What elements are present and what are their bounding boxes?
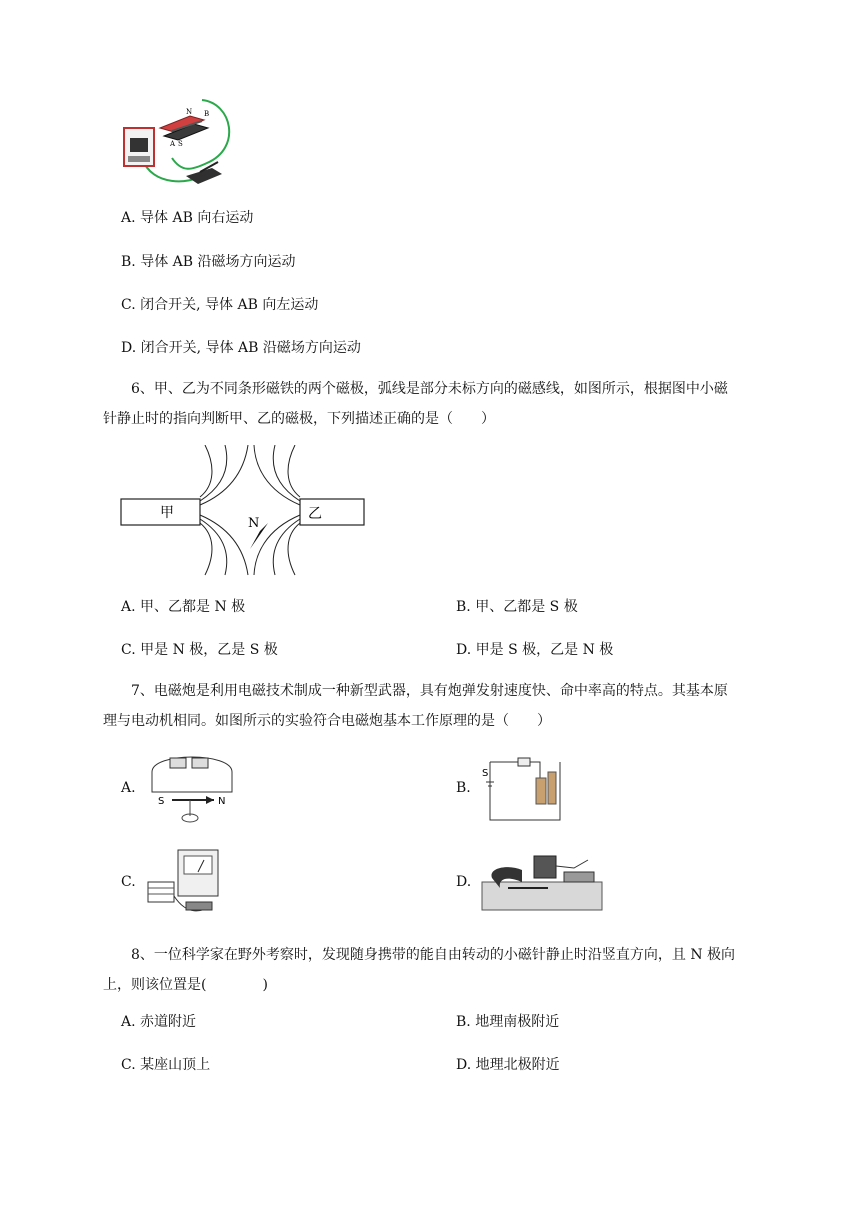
q6-figure-magnetic-field: [120, 445, 370, 577]
q6-stem: [103, 374, 763, 434]
option-label: C.: [121, 642, 136, 658]
q7-option-a-figure: [142, 752, 242, 826]
option-text: 导体 AB 向右运动: [140, 210, 254, 226]
q8-option-b: [456, 1012, 559, 1032]
option-text: 甲是 S 极，乙是 N 极: [475, 642, 614, 658]
option-label: A.: [121, 599, 136, 615]
q7-a-s-label: S: [158, 796, 165, 807]
q5-option-b: [121, 252, 296, 272]
option-label: C.: [121, 297, 136, 313]
q8-option-d: [456, 1055, 560, 1075]
q6-option-c: [121, 640, 278, 660]
q7-option-d-figure: [478, 848, 606, 914]
q7-option-b-figure: [478, 752, 570, 826]
q8-stem-line1: 8、一位科学家在野外考察时，发现随身携带的能自由转动的小磁针静止时沿竖直方向，且 N 极向: [131, 947, 736, 963]
q8-option-a: [121, 1012, 196, 1032]
option-text: 甲、乙都是 S 极: [475, 599, 578, 615]
option-text: 闭合开关, 导体 AB 沿磁场方向运动: [140, 340, 361, 356]
q5-fig-label-b: B: [204, 110, 210, 118]
option-text: 导体 AB 沿磁场方向运动: [140, 254, 296, 270]
q6-needle-label: N: [248, 516, 260, 531]
option-text: 地理北极附近: [475, 1057, 560, 1073]
q7-b-s-label: S: [482, 768, 489, 779]
option-text: 闭合开关, 导体 AB 向左运动: [140, 297, 319, 313]
option-text: 甲是 N 极，乙是 S 极: [140, 642, 278, 658]
q6-left-label: 甲: [160, 505, 174, 521]
q5-option-a: [121, 208, 253, 228]
q8-option-c: [121, 1055, 210, 1075]
q7-stem: [103, 676, 763, 736]
option-text: 地理南极附近: [475, 1014, 560, 1030]
option-label: B.: [456, 1014, 471, 1030]
option-text: 赤道附近: [140, 1014, 197, 1030]
option-label: D.: [456, 642, 472, 658]
q6-stem-line2: 针静止时的指向判断甲、乙的磁极，下列描述正确的是（ ）: [103, 411, 495, 427]
option-label: C.: [121, 1057, 136, 1073]
q7-option-c-figure: [142, 846, 224, 920]
option-label: A.: [121, 210, 136, 226]
q7-option-d-label: D.: [456, 874, 472, 890]
q5-figure-induction-apparatus: [112, 98, 242, 188]
q6-option-b: [456, 597, 578, 617]
option-label: A.: [121, 1014, 136, 1030]
q5-fig-label-n: N: [186, 108, 193, 116]
q6-right-label: 乙: [308, 506, 322, 522]
q8-stem: [103, 940, 763, 1000]
q7-a-n-label: N: [218, 796, 226, 807]
option-text: 某座山顶上: [140, 1057, 211, 1073]
q7-option-b-label: B.: [456, 780, 471, 796]
option-label: B.: [456, 599, 471, 615]
q5-fig-label-s: S: [178, 140, 183, 148]
q7-option-c-label: C.: [121, 874, 136, 890]
option-label: D.: [121, 340, 137, 356]
q7-stem-line1: 7、电磁炮是利用电磁技术制成一种新型武器，具有炮弹发射速度快、命中率高的特点。其基本原: [131, 683, 728, 699]
q6-stem-line1: 6、甲、乙为不同条形磁铁的两个磁极，弧线是部分未标方向的磁感线，如图所示，根据图中小磁: [131, 381, 728, 397]
q6-option-d: [456, 640, 613, 660]
option-label: B.: [121, 254, 136, 270]
option-text: 甲、乙都是 N 极: [140, 599, 246, 615]
q7-stem-line2: 理与电动机相同。如图所示的实验符合电磁炮基本工作原理的是（ ）: [103, 713, 551, 729]
q5-option-c: [121, 295, 318, 315]
option-label: D.: [456, 1057, 472, 1073]
q5-option-d: [121, 338, 361, 358]
q8-stem-line2: 上，则该位置是( ): [103, 977, 268, 993]
q7-option-a-label: A.: [121, 780, 136, 796]
q5-fig-label-a: A: [170, 140, 176, 148]
q6-option-a: [121, 597, 245, 617]
